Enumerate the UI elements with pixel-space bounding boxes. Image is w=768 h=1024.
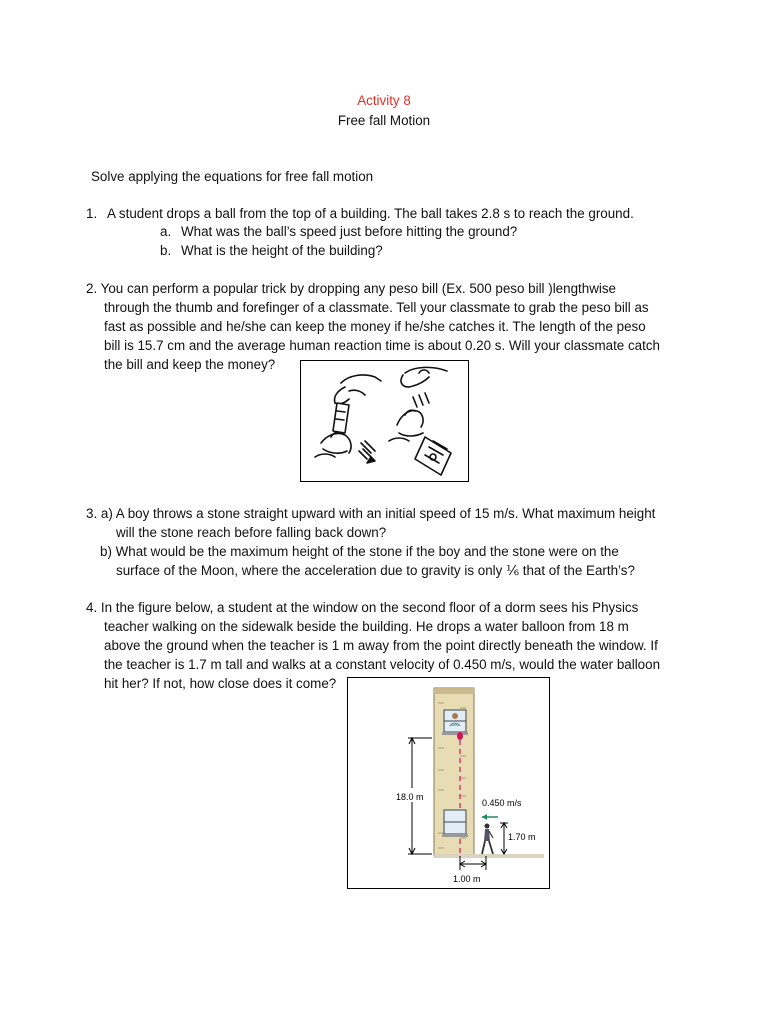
q2-line: 2. You can perform a popular trick by dropping any peso bill (Ex. 500 peso bill )lengthwise xyxy=(86,281,616,296)
q1-number: 1. xyxy=(86,206,98,221)
q1-text: A student drops a ball from the top of a building. The ball takes 2.8 s to reach the ground. xyxy=(107,206,634,221)
q2-line: bill is 15.7 cm and the average human reaction time is about 0.20 s. Will your classmate catch xyxy=(104,338,660,353)
peso-bill-trick-figure xyxy=(300,360,469,482)
instructions: Solve applying the equations for free fall motion xyxy=(91,169,374,184)
activity-title: Activity 8 xyxy=(357,93,411,108)
distance-label: 1.00 m xyxy=(453,874,481,884)
sidewalk xyxy=(434,854,544,858)
q2-line: through the thumb and forefinger of a classmate. Tell your classmate to grab the peso bill as xyxy=(104,300,649,315)
q1a-label: a. xyxy=(160,224,172,239)
velocity-label: 0.450 m/s xyxy=(482,798,522,808)
building-diagram xyxy=(348,678,548,887)
q1a-text: What was the ball’s speed just before hitting the ground? xyxy=(181,224,518,239)
teacher xyxy=(482,824,493,855)
q4-line: the teacher is 1.7 m tall and walks at a constant velocity of 0.450 m/s, would the water balloon xyxy=(104,657,661,672)
water-balloon xyxy=(457,732,463,740)
hands-illustration xyxy=(301,361,467,480)
teacher-height-label: 1.70 m xyxy=(508,832,536,842)
q4-line: 4. In the figure below, a student at the window on the second floor of a dorm sees his Physics xyxy=(86,600,639,615)
q3-line: will the stone reach before falling back down? xyxy=(116,525,387,540)
q4-line: hit her? If not, how close does it come? xyxy=(104,676,337,691)
q3-line: surface of the Moon, where the acceleration due to gravity is only ⅙ that of the Earth’s? xyxy=(116,563,635,578)
activity-subtitle: Free fall Motion xyxy=(337,113,431,128)
q2-line: the bill and keep the money? xyxy=(104,357,276,372)
q3-line: b) What would be the maximum height of the stone if the boy and the stone were on the xyxy=(100,544,619,559)
height-label: 18.0 m xyxy=(396,792,424,802)
student xyxy=(452,713,458,719)
q2-line: fast as possible and he/she can keep the money if he/she catches it. The length of the peso xyxy=(104,319,646,334)
q4-line: teacher walking on the sidewalk beside the building. He drops a water balloon from 18 m xyxy=(104,619,629,634)
q1b-label: b. xyxy=(160,243,172,258)
water-balloon-figure xyxy=(347,677,550,889)
q4-line: above the ground when the teacher is 1 m away from the point directly beneath the window. If xyxy=(104,638,658,653)
q1b-text: What is the height of the building? xyxy=(181,243,383,258)
q3-line: 3. a) A boy throws a stone straight upward with an initial speed of 15 m/s. What maximum height xyxy=(86,506,656,521)
